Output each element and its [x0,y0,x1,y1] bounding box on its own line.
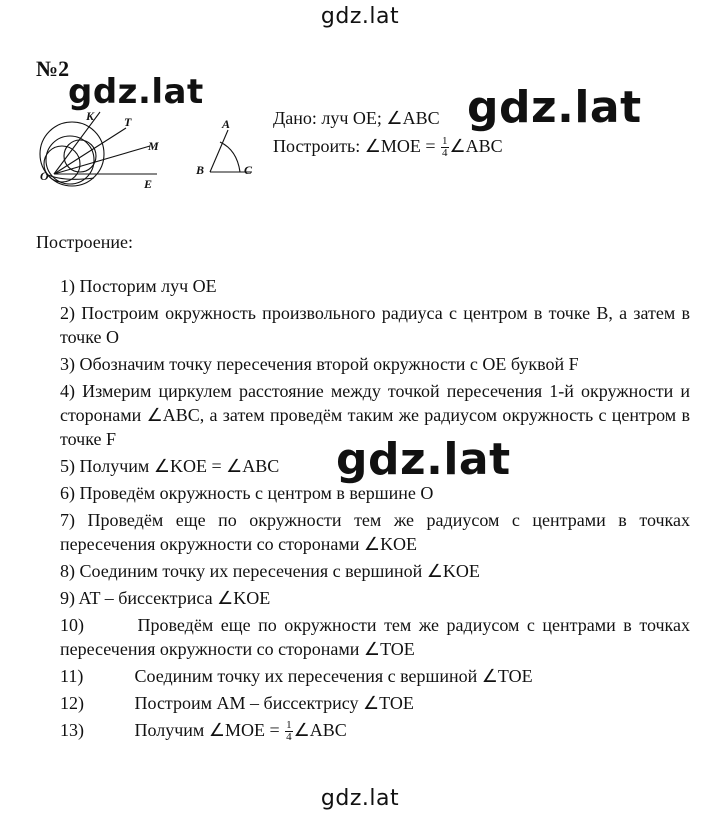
construct-suffix: ∠ABC [449,136,503,156]
step-number: 8) [60,561,75,581]
step-number: 3) [60,354,75,374]
step-1 [60,274,690,298]
step-7 [60,508,690,556]
step-text: Посторим луч OE [79,276,217,296]
step-text: Измерим циркулем расстояние между точкой пересечения 1-й окружности и сторонами ∠ABC, а затем проведём таким же радиусом окружность с центром в точке F [60,381,691,449]
construct-prefix: Построить: ∠MOE = [273,136,441,156]
step-text: Проведём еще по окружности тем же радиусом с центрами в точках пересечения окружности со сторонами ∠TOE [60,615,691,659]
step-text: Построим окружность произвольного радиуса с центром в точке B, а затем в точке O [60,303,691,347]
step-number: 10) [60,615,84,635]
label-o: O [40,169,49,183]
label-m: M [148,139,159,153]
label-k: K [86,109,95,123]
step-12 [60,691,690,715]
label-a: A [222,117,231,131]
label-t: T [124,115,132,129]
step-text: Обозначим точку пересечения второй окружности с OE буквой F [79,354,579,374]
watermark-logo-small: gdz.lat [68,72,204,112]
watermark-top: gdz.lat [320,4,400,29]
step-text: Получим ∠MOE = [134,720,285,740]
task-number: №2 [36,56,70,81]
step-text: Построим AM – биссектрису ∠TOE [134,693,414,713]
step-text-suffix: ∠ABC [293,720,347,740]
label-b: B [196,163,205,177]
ray-ba [210,130,228,172]
step-text: Соединим точку их пересечения с вершиной ∠TOE [134,666,533,686]
fraction-numerator: 1 [286,719,292,732]
fraction-numerator: 1 [442,135,448,148]
step-number: 7) [60,510,75,530]
step-number: 11) [60,666,84,686]
step-text: AT – биссектриса ∠KOE [78,588,271,608]
step-number: 12) [60,693,84,713]
step-number: 13) [60,720,84,740]
step-9 [60,586,690,610]
watermark-logo-right: gdz.lat [467,82,642,133]
step-text: Получим ∠KOE = ∠ABC [79,456,280,476]
fraction-denominator: 4 [286,731,292,744]
ray-om [54,146,150,174]
label-e: E [144,177,153,191]
steps-list [60,274,690,746]
step-8 [60,559,690,583]
step-10 [60,613,690,661]
construct-line [273,132,503,160]
construction-figure [32,104,262,194]
watermark-logo-center: gdz.lat [336,434,511,485]
label-c: C [244,163,253,177]
step-text: Соединим точку их пересечения с вершиной ∠KOE [79,561,480,581]
watermark-bottom: gdz.lat [320,786,400,811]
arc-abc [220,142,240,172]
step-2 [60,301,690,349]
step-number: 4) [60,381,75,401]
step-3 [60,352,690,376]
step-number: 2) [60,303,75,323]
step-text: Проведём окружность с центром в вершине O [79,483,434,503]
step-number: 6) [60,483,75,503]
fraction-denominator: 4 [442,147,448,160]
step-text: Проведём еще по окружности тем же радиусом с центрами в точках пересечения окружности со сторонами ∠KOE [60,510,691,554]
fraction [285,720,293,743]
step-number: 1) [60,276,75,296]
step-number: 9) [60,588,75,608]
construction-heading: Построение: [36,232,133,252]
step-11 [60,664,690,688]
step-13 [60,718,690,743]
step-number: 5) [60,456,75,476]
given-line: Дано: луч OE; ∠ABC [273,108,440,128]
fraction [441,136,449,159]
